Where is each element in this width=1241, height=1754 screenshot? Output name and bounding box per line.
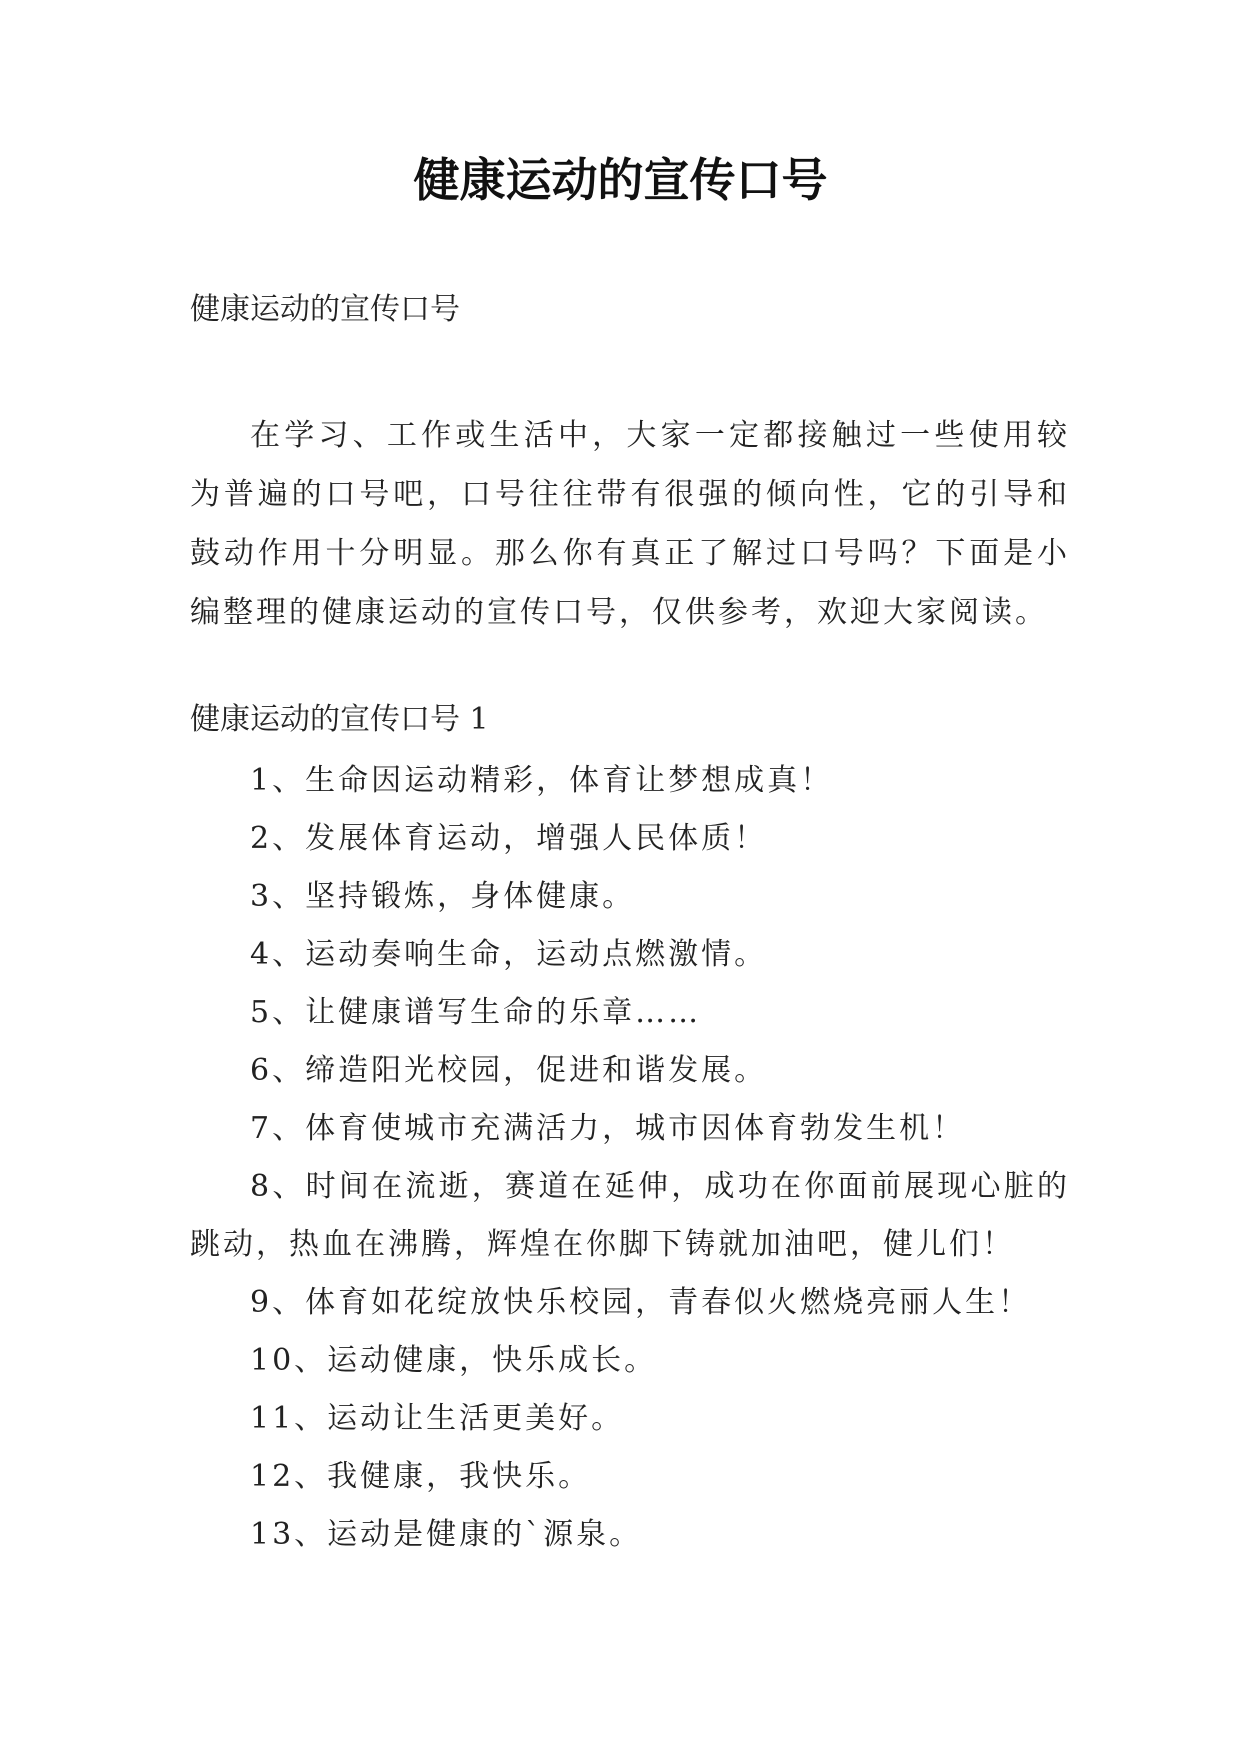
slogan-item: 12、我健康，我快乐。 <box>250 1459 592 1494</box>
slogan-item: 2、发展体育运动，增强人民体质！ <box>250 821 768 856</box>
slogan-item: 8、时间在流逝，赛道在延伸，成功在你面前展现心脏的跳动，热血在沸腾，辉煌在你脚下铸就加油吧，健儿们！ <box>190 1169 1070 1262</box>
slogan-item: 6、缔造阳光校园，促进和谐发展。 <box>250 1053 768 1088</box>
slogan-item: 9、体育如花绽放快乐校园，青春似火燃烧亮丽人生！ <box>250 1285 1032 1320</box>
slogan-item: 4、运动奏响生命，运动点燃激情。 <box>250 937 768 972</box>
slogan-item: 13、运动是健康的`源泉。 <box>250 1517 643 1552</box>
intro-paragraph: 在学习、工作或生活中，大家一定都接触过一些使用较为普遍的口号吧，口号往往带有很强的倾向性，它的引导和鼓动作用十分明显。那么你有真正了解过口号吗？下面是小编整理的健康运动的宣传口号，仅供参考，欢迎大家阅读。 <box>190 418 1070 630</box>
slogan-list <box>190 752 1070 1564</box>
slogan-item: 1、生命因运动精彩，体育让梦想成真！ <box>250 763 834 798</box>
slogan-item: 3、坚持锻炼，身体健康。 <box>250 879 636 914</box>
slogan-item: 10、运动健康，快乐成长。 <box>250 1343 658 1378</box>
section-title: 健康运动的宣传口号 1 <box>190 702 489 737</box>
document-title: 健康运动的宣传口号 <box>413 153 828 207</box>
document-subtitle: 健康运动的宣传口号 <box>190 292 460 327</box>
slogan-item: 5、让健康谱写生命的乐章…… <box>250 995 702 1030</box>
slogan-item: 7、体育使城市充满活力，城市因体育勃发生机！ <box>250 1111 966 1146</box>
slogan-item: 11、运动让生活更美好。 <box>250 1401 625 1436</box>
